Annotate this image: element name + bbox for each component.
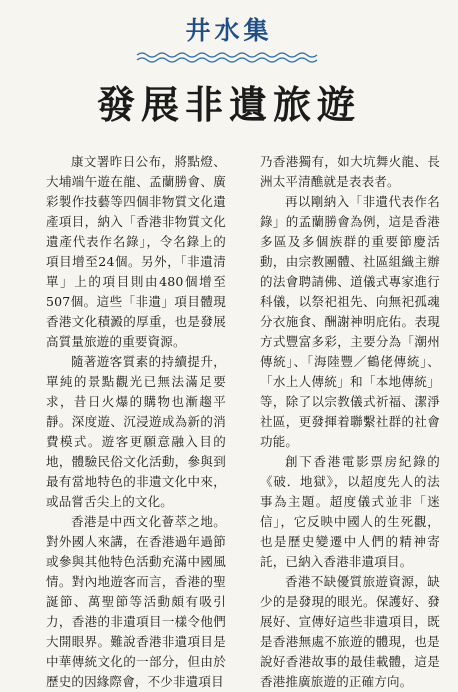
paragraph: 隨著遊客質素的持續提升，單純的景點觀光已無法滿足要求，昔日火爆的購物也漸趨平靜。深度遊、沉浸遊成為新的消費模式。遊客更願意融入目的地，體驗民俗文化活動，參與到最有當地特色的非遺文化中來，或品嘗舌尖上的文化。	[46, 354, 226, 509]
article-body	[46, 152, 440, 689]
paragraph-continued: 乃香港獨有，如大坑舞火龍、長洲太平清醮就是表表者。	[260, 154, 440, 189]
paragraph: 創下香港電影票房紀錄的《破．地獄》，以超度先人的法事為主題。超度儀式並非「迷信」，它反映中國人的生死觀，也是歷史變遷中人們的精神寄託，已納入香港非遺項目。	[260, 454, 440, 569]
article-column-right	[260, 152, 440, 689]
column-header	[0, 16, 458, 46]
paragraph: 香港是中西文化薈萃之地。對外國人來講，在香港過年過節或參與其他特色活動充滿中國風情。對內地遊客而言，香港的聖誕節、萬聖節等活動頗有吸引力，香港的非遺項目一樣令他們大開眼界。難說香港非遺項目是中華傳統文化的一部分，但由於歷史的因緣際會，不少非遺項目	[46, 514, 226, 689]
paragraph: 香港不缺優質旅遊資源，缺少的是發現的眼光。保護好、發展好、宣傳好這些非遺項目，既是香港無處不旅遊的體現，也是說好香港故事的最佳載體，這是香港推廣旅遊的正確方向。	[260, 574, 440, 689]
paragraph: 康文署昨日公布，將點燈、大埔端午遊在龍、孟蘭勝會、廣彩製作技藝等四個非物質文化遺產項目，納入「香港非物質文化遺產代表作名錄」，令名錄上的項目增至24個。另外，「非遺清單」上的項目則由480個增至507個。這些「非遺」項目體現香港文化積澱的厚重，也是發展高質量旅遊的重要資源。	[46, 154, 226, 349]
column-name: 井水集	[185, 16, 273, 45]
wave-divider	[135, 50, 325, 64]
paragraph: 再以剛納入「非遺代表作名錄」的孟蘭勝會為例，這是香港多區及多個族群的重要節慶活動，由宗教團體、社區組織主辦的法會聘請佛、道儀式專家進行科儀，以祭祀祖先、向無祀孤魂分衣施食、酬謝神明庇佑。表現方式豐富多彩，主要分為「潮州傳統」、「海陸豐／鶴佬傳統」、「水上人傳統」和「本地傳統」等，除了以宗教儀式祈福、潔淨社區，更發揮着聯繫社群的社會功能。	[260, 194, 440, 449]
article-column-left	[46, 152, 226, 689]
headline: 發展非遺旅遊	[96, 82, 361, 127]
